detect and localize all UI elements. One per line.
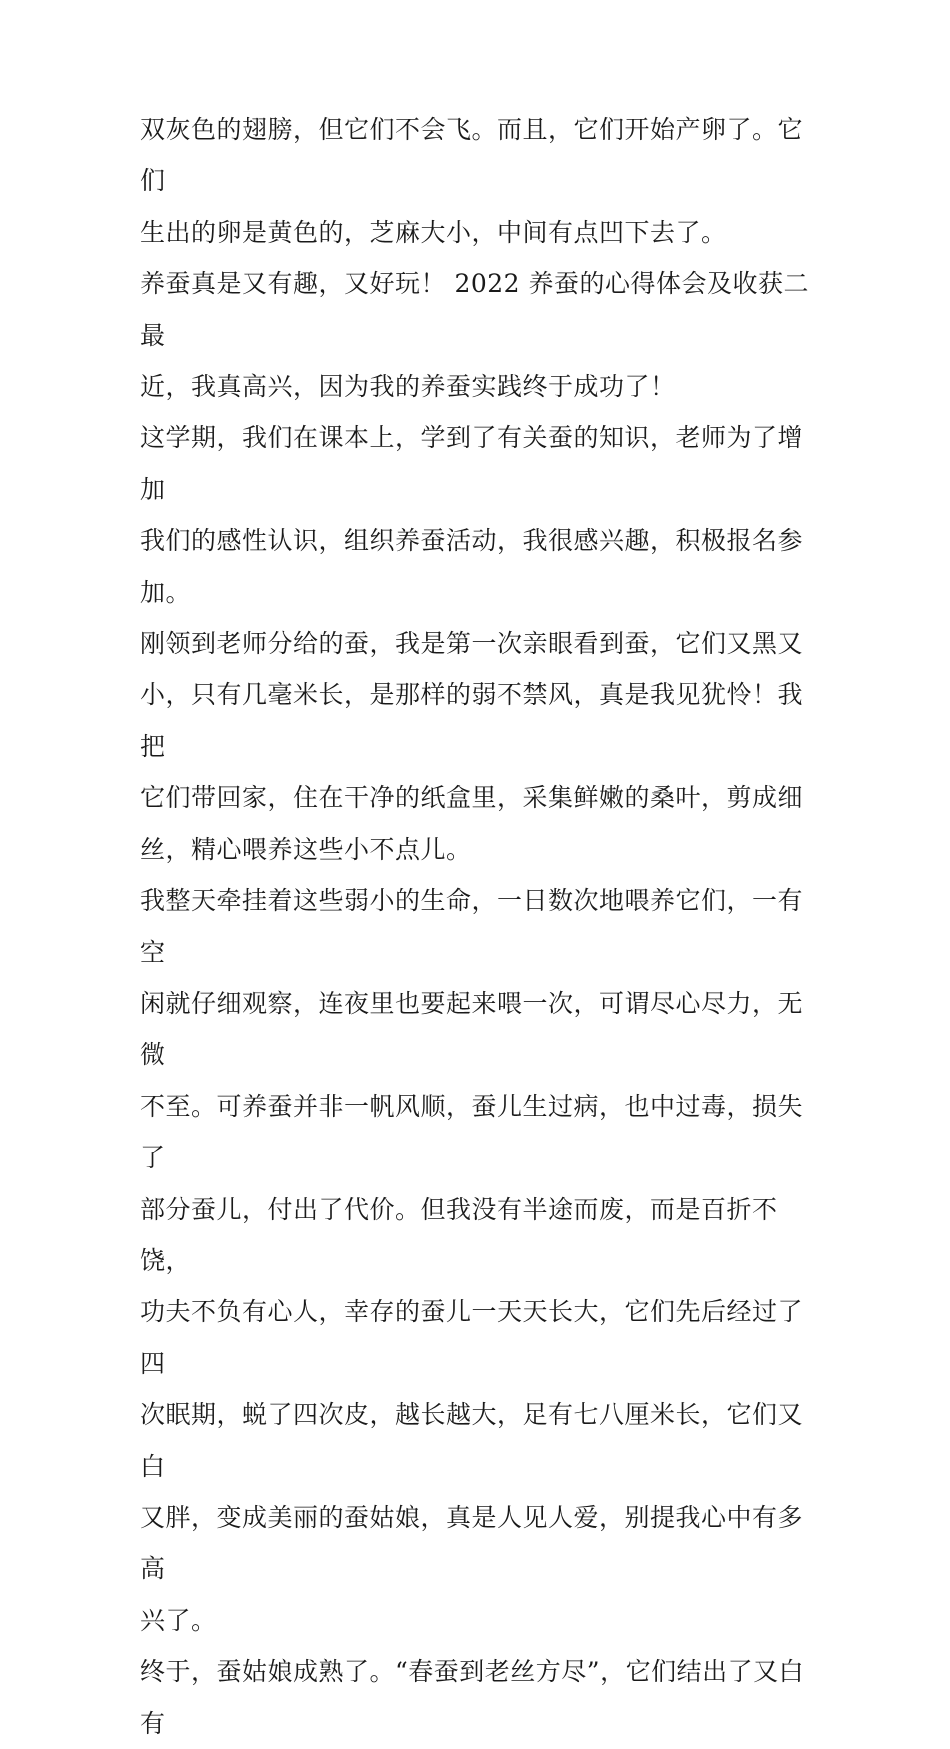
paragraph-1: 双灰色的翅膀，但它们不会飞。而且，它们开始产卵了。它们 生出的卵是黄色的，芝麻大小，中间有点凹下去了。 bbox=[140, 115, 804, 247]
paragraph-4: 刚领到老师分给的蚕，我是第一次亲眼看到蚕，它们又黑又 小，只有几毫米长，是那样的弱不禁风，真是我见犹怜！我把 它们带回家，住在干净的纸盒里，采集鲜嫩的桑叶，剪成细 丝，精心喂养这些小不点儿。 bbox=[140, 629, 804, 864]
paragraph-6: 终于，蚕姑娘成熟了。“春蚕到老丝方尽”，它们结出了又白有 bbox=[140, 1657, 805, 1738]
paragraph-5: 我整天牵挂着这些弱小的生命，一日数次地喂养它们，一有空 闲就仔细观察，连夜里也要起来喂一次，可谓尽心尽力，无微 不至。可养蚕并非一帆风顺，蚕儿生过病，也中过毒，损失了 部分蚕儿，付出了代价。但我没有半途而废，而是百折不饶， 功夫不负有心人，幸存的蚕儿一天天长大，它们先后经过了四 次眠期，蜕了四次皮，越长越大，足有七八厘米长，它们又白 又胖，变成美丽的蚕姑娘，真是人见人爱，别提我心中有多高 兴了。 bbox=[140, 886, 804, 1635]
document-body bbox=[140, 104, 820, 1749]
paragraph-2: 养蚕真是又有趣，又好玩！ 2022 养蚕的心得体会及收获二 最 近，我真高兴，因为我的养蚕实践终于成功了！ bbox=[140, 269, 810, 402]
paragraph-3: 这学期，我们在课本上，学到了有关蚕的知识，老师为了增加 我们的感性认识，组织养蚕活动，我很感兴趣，积极报名参 加。 bbox=[140, 423, 804, 607]
